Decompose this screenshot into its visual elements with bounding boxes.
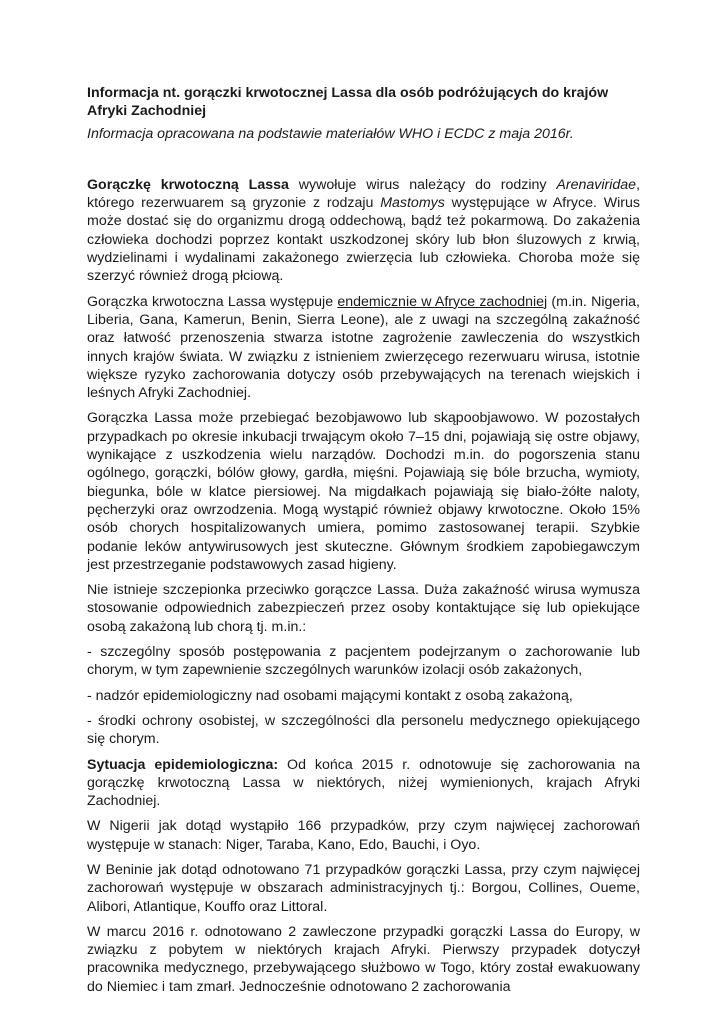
epidemiology-lead: Sytuacja epidemiologiczna: (87, 756, 279, 773)
document-title: Informacja nt. gorączki krwotocznej Lassa dla osób podróżujących do krajów Afryki Zachodniej (87, 85, 609, 120)
paragraph-intro: Gorączkę krwotoczną Lassa wywołuje wirus należący do rodziny Arenaviridae, którego rezerwuarem są gryzonie z rodzaju Mastomys występujące w Afryce. Wirus może dostać się do organizmu drogą oddechową, bądź też pokarmową. Do zakażenia człowieka dochodzi poprzez kontakt uszkodzonej skóry lub błon śluzowych z krwią, wydzielinami i wydalinami zakażonego zwierzęcia lub człowieka. Choroba może się szerzyć również drogą płciową. (87, 176, 640, 285)
paragraph-symptoms: Gorączka Lassa może przebiegać bezobjawowo lub skąpoobjawowo. W pozostałych przypadkach po okresie inkubacji trwającym około 7–15 dni, pojawiają się ostre objawy, wynikające z uszkodzenia wielu narządów. Dochodzi m.in. do pogorszenia stanu ogólnego, gorączki, bólów głowy, gardła, mięśni. Pojawiają się bóle brzucha, wymioty, biegunka, bóle w klatce piersiowej. Na migdałkach pojawiają się biało-żółte naloty, pęcherzyki oraz owrzodzenia. Mogą wystąpić również objawy krwotoczne. Około 15% osób chorych hospitalizowanych umiera, pomimo zastosowanej terapii. Szybkie podanie leków antywirusowych jest skuteczne. Głównym środkiem zapobiegawczym jest przestrzeganie podstawowych zasad higieny. (87, 410, 640, 573)
paragraph-nigeria: W Nigerii jak dotąd wystąpiło 166 przypadków, przy czym najwięcej zachorowań występuje w stanach: Niger, Taraba, Kano, Edo, Bauchi, i Oyo. (87, 818, 640, 853)
rodent-genus: Mastomys (380, 195, 445, 212)
document-subtitle: Informacja opracowana na podstawie materiałów WHO i ECDC z maja 2016r. (87, 125, 574, 142)
virus-family: Arenaviridae (556, 176, 637, 193)
endemic-link[interactable]: endemicznie w Afryce zachodniej (337, 293, 548, 310)
document-page (87, 84, 640, 1003)
paragraph-benin: W Beninie jak dotąd odnotowano 71 przypadków gorączki Lassa, przy czym najwięcej zachorowań występuje w obszarach administracyjnych tj.: Borgou, Collines, Oueme, Alibori, Atlantique, Kouffo oraz Littoral. (87, 861, 640, 915)
list-item: - nadzór epidemiologiczny nad osobami mającymi kontakt z osobą zakażoną, (87, 687, 573, 704)
paragraph-vaccine: Nie istnieje szczepionka przeciwko gorączce Lassa. Duża zakaźność wirusa wymusza stosowanie odpowiednich zabezpieczeń przez osoby kontaktujące się lub opiekujące osobą zakażoną lub chorą tj. m.in.: (87, 582, 640, 635)
paragraph-europe: W marcu 2016 r. odnotowano 2 zawleczone przypadki gorączki Lassa do Europy, w związku z pobytem w niektórych krajach Afryki. Pierwszy przypadek dotyczył pracownika medycznego, przebywającego służbowo w Togo, który został ewakuowany do Niemiec i tam zmarł. Jednocześnie odnotowano 2 zachorowania (87, 923, 640, 995)
list-item: - środki ochrony osobistej, w szczególności dla personelu medycznego opiekującego się chorym. (87, 712, 640, 748)
paragraph-epidemiology: Sytuacja epidemiologiczna: Od końca 2015 r. odnotowuje się zachorowania na gorączkę krwotoczną Lassa w niektórych, niżej wymienionych, krajach Afryki Zachodniej. (87, 756, 640, 810)
list-item: - szczególny sposób postępowania z pacjentem podejrzanym o zachorowanie lub chorym, w tym zapewnienie szczególnych warunków izolacji osób zakażonych, (87, 644, 640, 679)
paragraph-endemic: Gorączka krwotoczna Lassa występuje endemicznie w Afryce zachodniej (m.in. Nigeria, Liberia, Gana, Kamerun, Benin, Sierra Leone), ale z uwagi na szczególną zakaźność oraz łatwość przenoszenia stwarza istotne zagrożenie zawleczenia do wszystkich innych krajów świata. W związku z istnieniem zwierzęcego rezerwuaru wirusa, istotnie większe ryzyko zachorowania dotyczy osób przebywających na terenach wiejskich i leśnych Afryki Zachodniej. (87, 293, 640, 402)
intro-lead: Gorączkę krwotoczną Lassa (87, 176, 289, 193)
